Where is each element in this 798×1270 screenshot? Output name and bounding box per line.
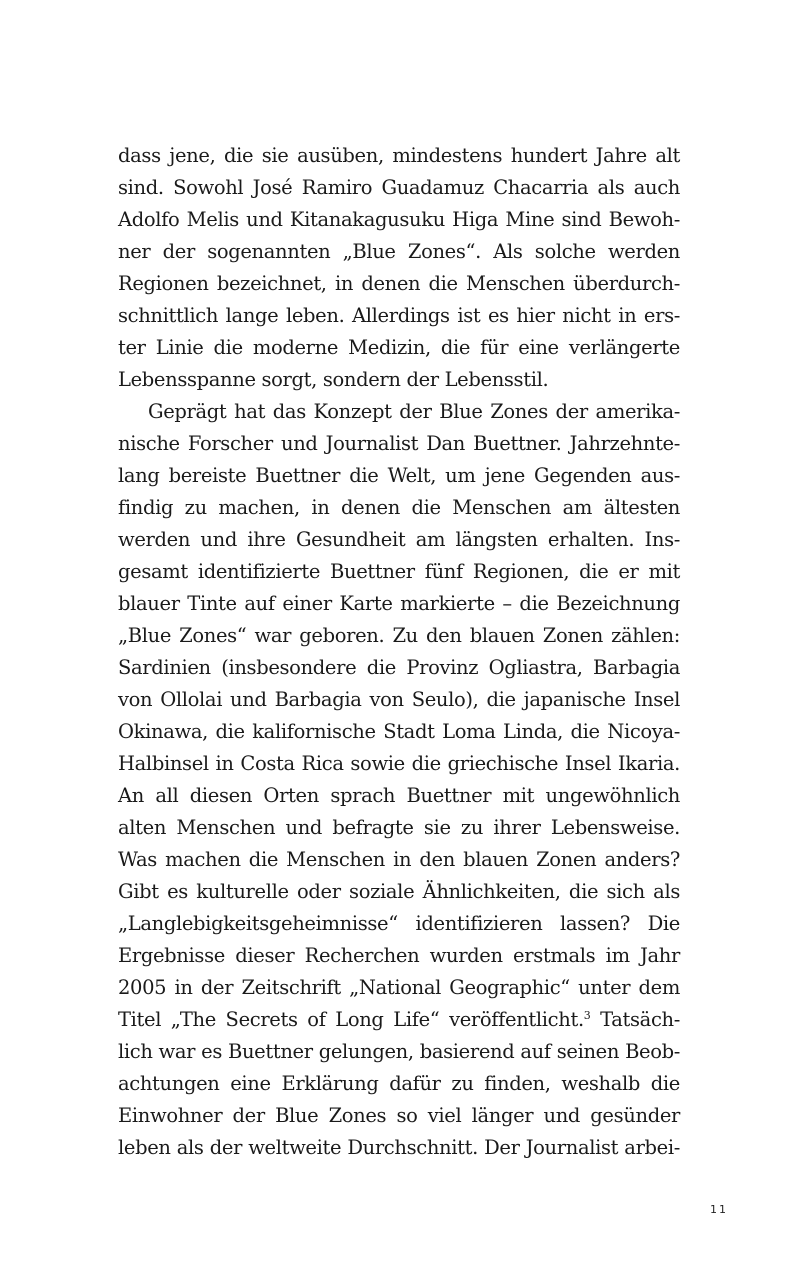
paragraph-2 [118, 396, 680, 1164]
footnote-line-after: Tatsäch- [590, 1008, 680, 1031]
text-line: ter Linie die moderne Medizin, die für eine verlängerte [118, 336, 680, 359]
text-line: Ergebnisse dieser Recherchen wurden erstmals im Jahr [118, 944, 680, 967]
text-line: Lebensspanne sorgt, sondern der Lebensstil. [118, 368, 549, 391]
text-line: nische Forscher und Journalist Dan Buettner. Jahrzehnte- [118, 432, 680, 455]
text-line: dass jene, die sie ausüben, mindestens hundert Jahre alt [118, 144, 680, 167]
footnote-marker[interactable]: 3 [583, 1009, 591, 1022]
text-line: Einwohner der Blue Zones so viel länger und gesünder [118, 1104, 680, 1127]
text-line: Regionen bezeichnet, in denen die Menschen überdurch- [118, 272, 680, 295]
text-line: Adolfo Melis und Kitanakagusuku Higa Mine sind Bewoh- [118, 208, 680, 231]
text-line: Okinawa, die kalifornische Stadt Loma Linda, die Nicoya- [118, 720, 680, 743]
text-line: ner der sogenannten „Blue Zones“. Als solche werden [118, 240, 680, 263]
text-line: lang bereiste Buettner die Welt, um jene Gegenden aus- [118, 464, 680, 487]
text-line: Gibt es kulturelle oder soziale Ähnlichkeiten, die sich als [118, 880, 680, 903]
text-line: schnittlich lange leben. Allerdings ist es hier nicht in ers- [118, 304, 680, 327]
text-line: von Ollolai und Barbagia von Seulo), die japanische Insel [118, 688, 680, 711]
text-line-with-footnote [118, 1004, 680, 1036]
text-line: Geprägt hat das Konzept der Blue Zones der amerika- [148, 400, 680, 423]
text-line: An all diesen Orten sprach Buettner mit ungewöhnlich [118, 784, 680, 807]
paragraph-1 [118, 140, 680, 396]
text-line: Sardinien (insbesondere die Provinz Ogliastra, Barbagia [118, 656, 680, 679]
text-line: achtungen eine Erklärung dafür zu finden, weshalb die [118, 1072, 680, 1095]
text-line: sind. Sowohl José Ramiro Guadamuz Chacarria als auch [118, 176, 680, 199]
text-line: leben als der weltweite Durchschnitt. Der Journalist arbei- [118, 1136, 680, 1159]
text-line: alten Menschen und befragte sie zu ihrer Lebensweise. [118, 816, 680, 839]
text-line: 2005 in der Zeitschrift „National Geographic“ unter dem [118, 976, 680, 999]
text-line: „Blue Zones“ war geboren. Zu den blauen Zonen zählen: [118, 624, 680, 647]
text-line: werden und ihre Gesundheit am längsten erhalten. Ins- [118, 528, 680, 551]
text-line: „Langlebigkeitsgeheimnisse“ identifizieren lassen? Die [118, 912, 680, 935]
text-line: gesamt identifizierte Buettner fünf Regionen, die er mit [118, 560, 680, 583]
text-line: Was machen die Menschen in den blauen Zonen anders? [118, 848, 680, 871]
text-line: blauer Tinte auf einer Karte markierte – die Bezeichnung [118, 592, 680, 615]
footnote-line-before: Titel „The Secrets of Long Life“ veröffentlicht. [118, 1008, 584, 1031]
text-line: Halbinsel in Costa Rica sowie die griechische Insel Ikaria. [118, 752, 680, 775]
text-line: lich war es Buettner gelungen, basierend auf seinen Beob- [118, 1040, 680, 1063]
page-number: 11 [710, 1203, 728, 1216]
text-line: findig zu machen, in denen die Menschen am ältesten [118, 496, 680, 519]
body-text [118, 140, 680, 1164]
